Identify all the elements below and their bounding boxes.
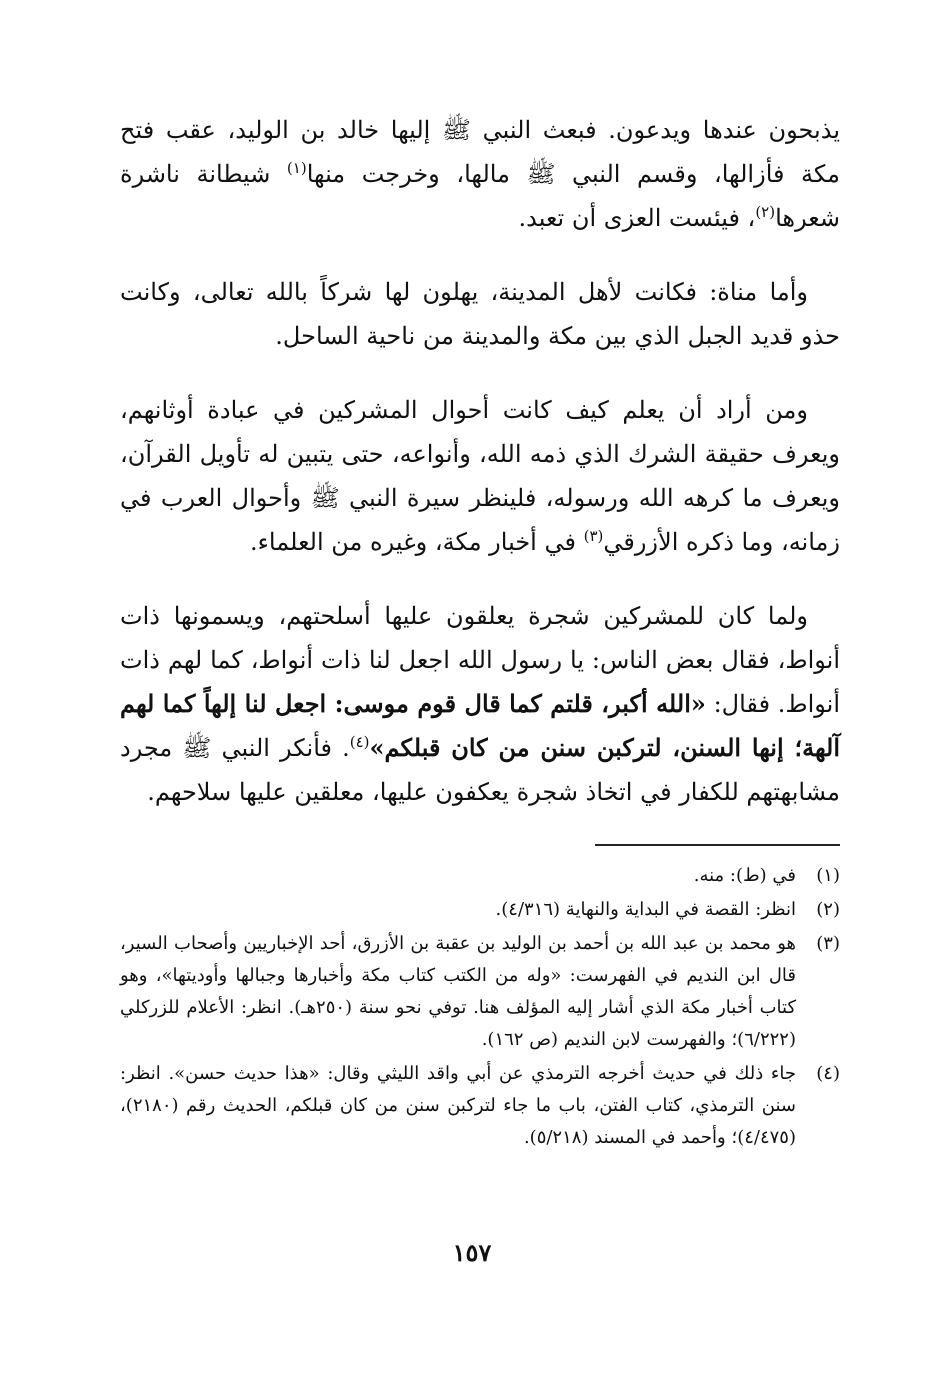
footnote-text: انظر: القصة في البداية والنهاية (٤/٣١٦). [495,899,796,920]
hadith-quote: «الله أكبر، قلتم كما قال قوم موسى: اجعل لنا إلهاً كما لهم آلهة؛ إنها السنن، لتركبن سنن من كان قبلكم» [120,689,840,762]
paragraph-text: شيطانة ناشرة شعرها [120,160,840,232]
footnote-divider [595,844,840,846]
paragraph-text: . فأنكر النبي ﷺ مجرد مشابهتهم للكفار في اتخاذ شجرة يعكفون عليها، معلقين عليها سلاحهم. [120,734,840,806]
page-number: ١٥٧ [452,1238,492,1267]
main-text [120,108,840,814]
paragraph-text: وأما مناة: فكانت لأهل المدينة، يهلون لها شركاً بالله تعالى، وكانت حذو قديد الجبل الذي بين مكة والمدينة من ناحية الساحل. [120,278,840,350]
footnote-item [120,1058,840,1154]
footnote-text: في (ط): منه. [693,865,796,886]
paragraph [120,270,840,358]
footnote-item [120,928,840,1056]
paragraph-text: ومن أراد أن يعلم كيف كانت أحوال المشركين في عبادة أوثانهم، ويعرف حقيقة الشرك الذي ذمه الله، وأنواعه، حتى يتبين له تأويل القرآن، ويعرف ما كرهه الله ورسوله، فلينظر سيرة النبي ﷺ وأحوال العرب في زمانه، وما ذكره الأزرقي [120,396,840,556]
footnote-number: (٢) [816,899,840,920]
footnote-item [120,860,840,892]
footnote-ref: (٤) [349,733,370,751]
footnote-ref: (٢) [755,203,776,221]
paragraph [120,108,840,240]
page-body [120,108,840,1288]
footnotes [120,860,840,1154]
footnote-text: جاء ذلك في حديث أخرجه الترمذي عن أبي واقد الليثي وقال: «هذا حديث حسن». انظر: سنن الترمذي، كتاب الفتن، باب ما جاء لتركبن سنن من كان قبلكم، الحديث رقم (٢١٨٠)، (٤/٤٧٥)؛ وأحمد في المسند (٥/٢١٨). [120,1063,796,1148]
footnote-ref: (٣) [583,527,604,545]
paragraph-text: في أخبار مكة، وغيره من العلماء. [250,528,584,556]
footnote-ref: (١) [286,159,307,177]
paragraph-text: ، فيئست العزى أن تعبد. [518,204,756,232]
paragraph [120,388,840,564]
footnote-text: هو محمد بن عبد الله بن أحمد بن الوليد بن عقبة بن الأزرق، أحد الإخباريين وأصحاب السير، قال ابن النديم في الفهرست: «وله من الكتب كتاب مكة وأخبارها وجبالها وأوديتها»، وهو كتاب أخبار مكة الذي أشار إليه المؤلف هنا. توفي نحو سنة (٢٥٠هـ). انظر: الأعلام للزركلي (٦/٢٢٢)؛ والفهرست لابن النديم (ص ١٦٢). [120,933,797,1050]
paragraph-text: يذبحون عندها ويدعون. فبعث النبي ﷺ إليها خالد بن الوليد، عقب فتح مكة فأزالها، وقسم النبي ﷺ مالها، وخرجت منها [120,116,840,188]
footnote-number: (١) [816,865,840,886]
paragraph [120,594,840,814]
footnote-item [120,894,840,926]
footnote-number: (٣) [816,933,840,954]
paragraph-text: ولما كان للمشركين شجرة يعلقون عليها أسلحتهم، ويسمونها ذات أنواط، فقال بعض الناس: يا رسول الله اجعل لنا ذات أنواط، كما لهم ذات أنواط. فقال: [120,602,840,718]
footnote-number: (٤) [816,1063,840,1084]
